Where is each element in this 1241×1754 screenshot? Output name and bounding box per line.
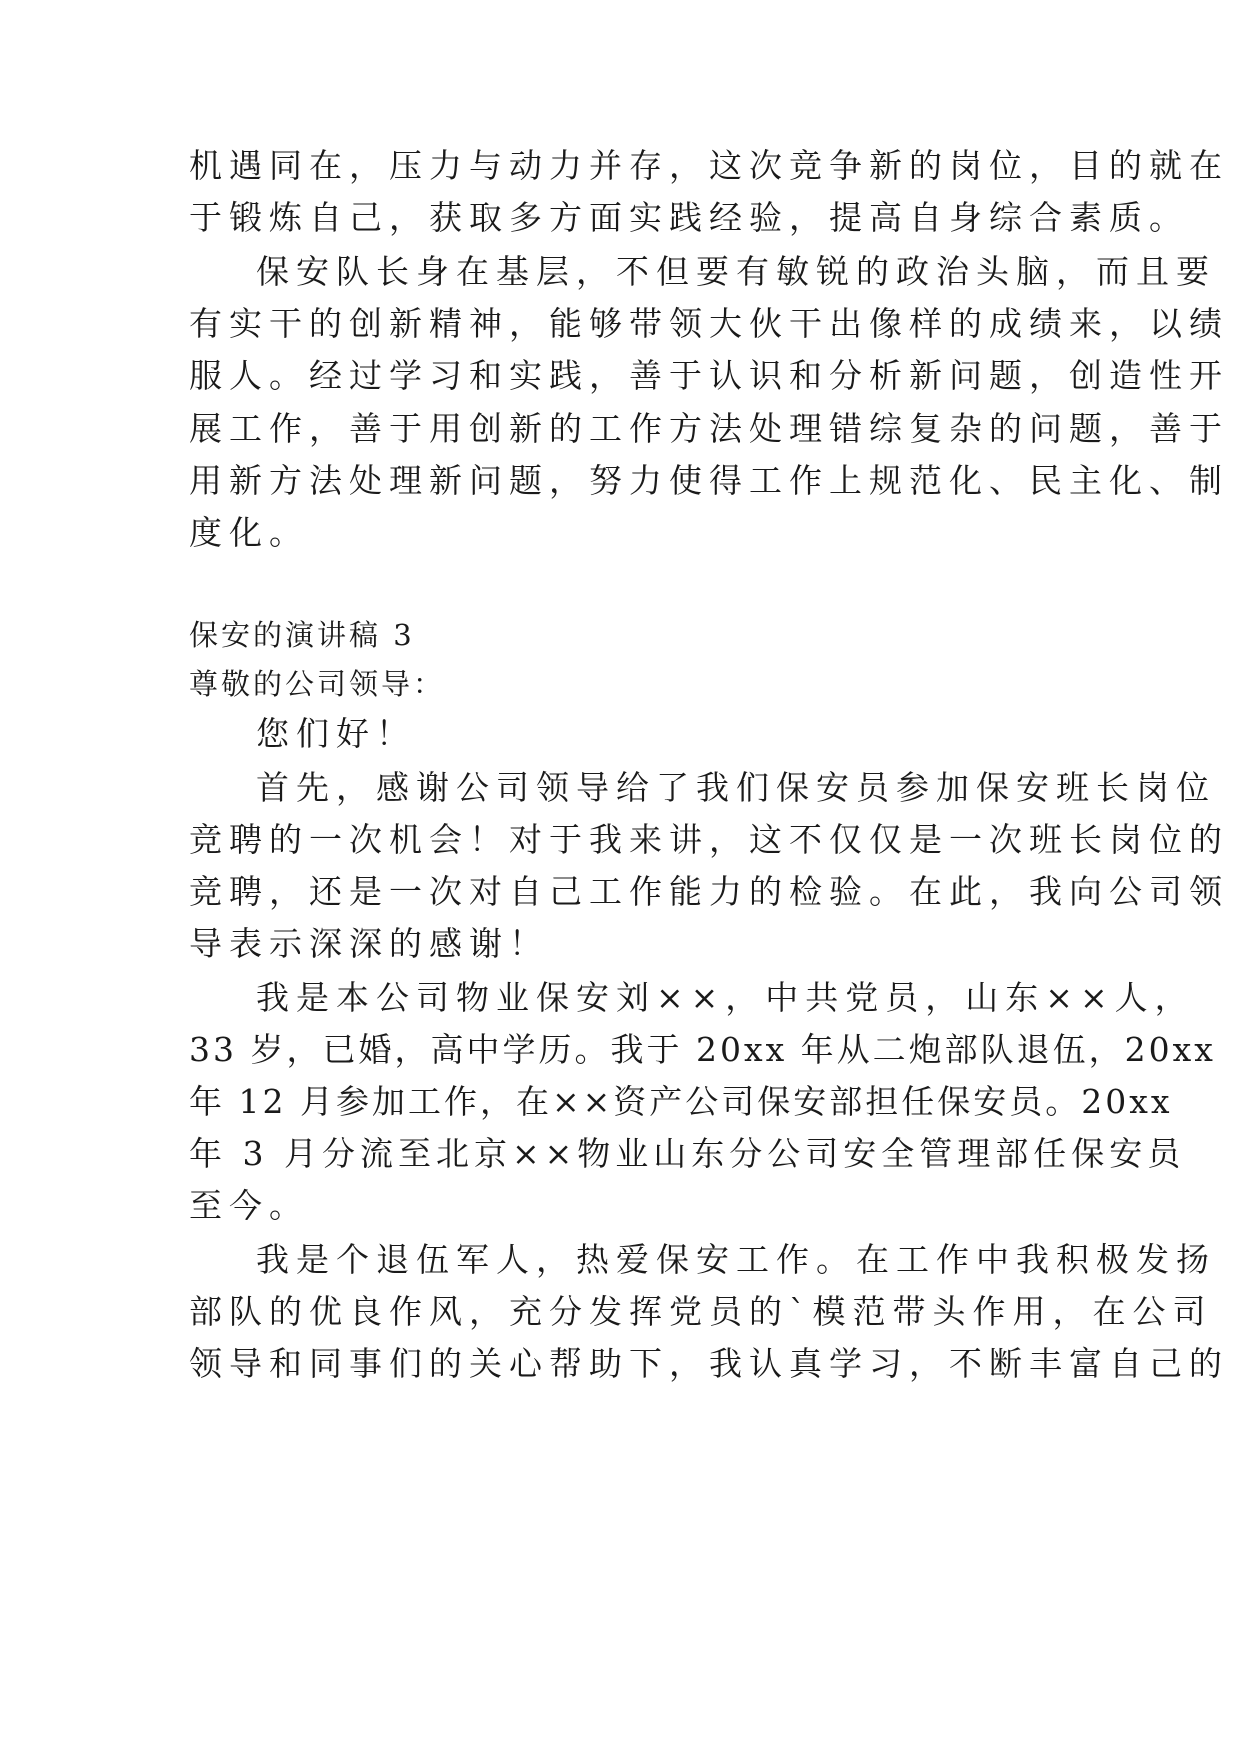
paragraph-line: 于锻炼自己，获取多方面实践经验，提高自身综合素质。 — [189, 198, 1189, 237]
paragraph-line: 至今。 — [189, 1186, 309, 1225]
paragraph-line: 33 岁，已婚，高中学历。我于 20xx 年从二炮部队退伍，20xx — [189, 1030, 1216, 1069]
paragraph-line: 有实干的创新精神，能够带领大伙干出像样的成绩来，以绩 — [189, 304, 1229, 343]
paragraph-line: 竞聘，还是一次对自己工作能力的检验。在此，我向公司领 — [189, 872, 1229, 911]
paragraph-line: 年 3 月分流至北京××物业山东分公司安全管理部任保安员 — [189, 1134, 1186, 1173]
paragraph-line: 部队的优良作风，充分发挥党员的`模范带头作用，在公司 — [189, 1292, 1213, 1331]
greeting: 您们好！ — [256, 714, 416, 753]
paragraph-line: 年 12 月参加工作，在××资产公司保安部担任保安员。20xx — [189, 1082, 1173, 1121]
paragraph-line: 竞聘的一次机会！对于我来讲，这不仅仅是一次班长岗位的 — [189, 820, 1229, 859]
paragraph-line: 领导和同事们的关心帮助下，我认真学习，不断丰富自己的 — [189, 1344, 1229, 1383]
salutation: 尊敬的公司领导： — [189, 667, 446, 701]
paragraph-line: 用新方法处理新问题，努力使得工作上规范化、民主化、制 — [189, 461, 1229, 500]
paragraph-line: 机遇同在，压力与动力并存，这次竞争新的岗位，目的就在 — [189, 146, 1229, 185]
paragraph-line: 首先，感谢公司领导给了我们保安员参加保安班长岗位 — [256, 768, 1216, 807]
paragraph-line: 服人。经过学习和实践，善于认识和分析新问题，创造性开 — [189, 356, 1229, 395]
paragraph-line: 我是个退伍军人，热爱保安工作。在工作中我积极发扬 — [256, 1240, 1216, 1279]
paragraph-line: 度化。 — [189, 513, 309, 552]
paragraph-line: 我是本公司物业保安刘××，中共党员，山东××人， — [256, 978, 1195, 1017]
paragraph-line: 导表示深深的感谢！ — [189, 924, 549, 963]
paragraph-line: 展工作，善于用创新的工作方法处理错综复杂的问题，善于 — [189, 409, 1229, 448]
section-title: 保安的演讲稿 3 — [189, 618, 415, 652]
paragraph-line: 保安队长身在基层，不但要有敏锐的政治头脑，而且要 — [256, 252, 1216, 291]
